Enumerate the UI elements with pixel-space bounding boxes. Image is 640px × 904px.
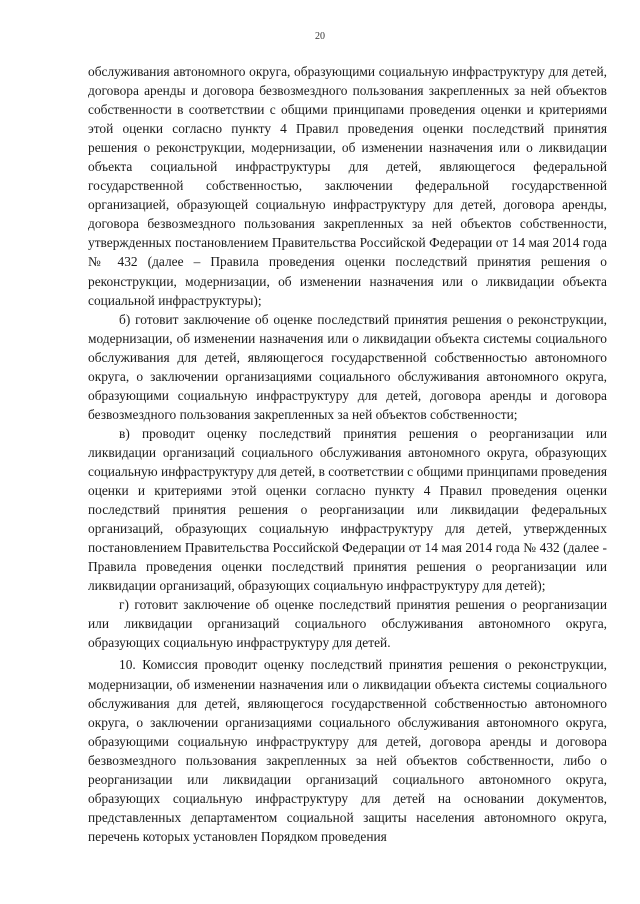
paragraph-item-b: б) готовит заключение об оценке последствий принятия решения о реконструкции, модернизации, об изменении назначения или о ликвидации объекта системы социального обслуживания для детей, являющегося государственной собственностью автономного округа, о заключении организациями социального обслуживания автономного округа, образующими социальную инфраструктуру для детей, договора аренды и договора безвозмездного пользования закрепленных за ней объектов собственности; xyxy=(88,311,607,422)
paragraph-item-10: 10. Комиссия проводит оценку последствий принятия решения о реконструкции, модернизации, об изменении назначения или о ликвидации объекта системы социального обслуживания для детей, являющегося государственной собственностью автономного округа, о заключении организациями социального обслуживания автономного округа, образующими социальную инфраструктуру для детей, договора аренды и договора безвозмездного пользования закрепленных за ней объектов собственности, либо о реорганизации или ликвидации организаций социального автономного округа, образующих социальную инфраструктуру для детей на основании документов, представленных департаментом социальной защиты населения автономного округа, перечень которых установлен Порядком проведения xyxy=(88,657,607,844)
page-number: 20 xyxy=(315,31,325,42)
paragraph-continuation: обслуживания автономного округа, образующими социальную инфраструктуру для детей, договора аренды и договора безвозмездного пользования закрепленных за ней объектов собственности в соответствии с общими принципами проведения оценки и критериями этой оценки согласно пункту 4 Правил проведения оценки последствий принятия решения о реконструкции, модернизации, об изменении назначения или о ликвидации объекта социальной инфраструктуры для детей, являющегося федеральной государственной собственностью, заключении федеральной государственной организацией, образующей социальную инфраструктуру для детей, договора аренды, договора безвозмездного пользования закрепленных за ней объектов собственности, утвержденных постановлением Правительства Российской Федерации от 14 мая 2014 года № 432 (далее – Правила проведения оценки последствий принятия решения о реконструкции, модернизации, об изменении назначения или о ликвидации объекта социальной инфраструктуры); xyxy=(88,64,607,308)
paragraph-item-v: в) проводит оценку последствий принятия решения о реорганизации или ликвидации организаций социального обслуживания автономного округа, образующих социальную инфраструктуру для детей, в соответствии с общими принципами проведения оценки и критериями этой оценки согласно пункту 4 Правил проведения оценки последствий принятия решения о реорганизации или ликвидации федеральных организаций, образующих социальную инфраструктуру для детей, утвержденных постановлением Правительства Российской Федерации от 14 мая 2014 года № 432 (далее - Правила проведения оценки последствий принятия решения о реорганизации или ликвидации организаций, образующих социальную инфраструктуру для детей); xyxy=(88,425,607,594)
paragraph-item-g: г) готовит заключение об оценке последствий принятия решения о реорганизации или ликвидации организаций социального обслуживания автономного округа, образующих социальную инфраструктуру для детей. xyxy=(88,597,607,651)
document-body xyxy=(88,62,607,846)
